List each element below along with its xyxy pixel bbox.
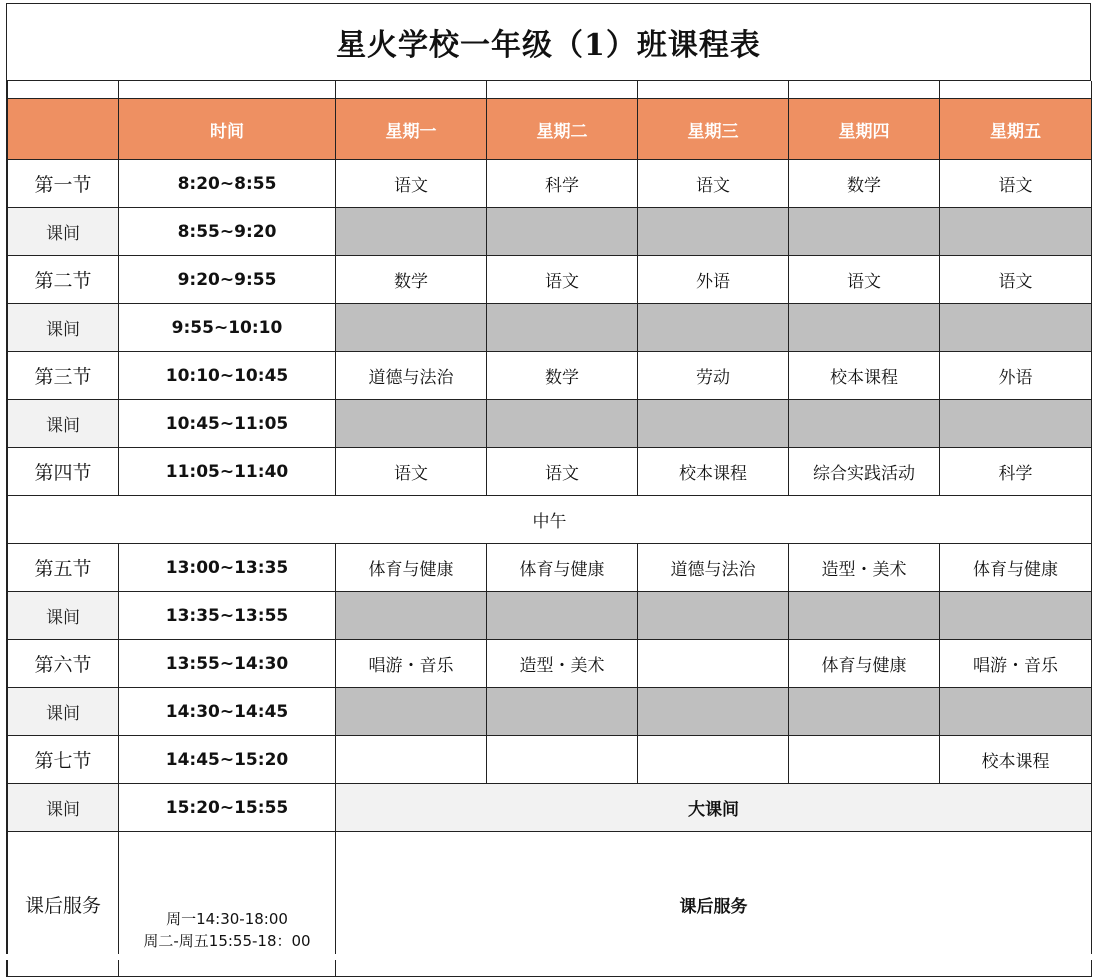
period-label-cell[interactable]: 第二节 bbox=[8, 256, 119, 304]
subject-cell[interactable]: 外语 bbox=[638, 256, 789, 304]
break-shaded-cell[interactable] bbox=[638, 400, 789, 448]
break-shaded-cell[interactable] bbox=[789, 688, 940, 736]
subject-cell[interactable]: 外语 bbox=[940, 352, 1092, 400]
break-shaded-cell[interactable] bbox=[336, 400, 487, 448]
time-cell[interactable]: 8:55~9:20 bbox=[119, 208, 336, 256]
break-shaded-cell[interactable] bbox=[789, 400, 940, 448]
subject-cell[interactable]: 语文 bbox=[638, 160, 789, 208]
subject-cell[interactable] bbox=[789, 736, 940, 784]
timetable-title: 星火学校一年级（1）班课程表 bbox=[7, 4, 1091, 81]
break-shaded-cell[interactable] bbox=[940, 208, 1092, 256]
break-shaded-cell[interactable] bbox=[336, 304, 487, 352]
subject-cell[interactable]: 唱游・音乐 bbox=[336, 640, 487, 688]
period-row bbox=[8, 448, 1092, 496]
period-row bbox=[8, 256, 1092, 304]
subject-cell[interactable]: 校本课程 bbox=[638, 448, 789, 496]
break-shaded-cell[interactable] bbox=[638, 592, 789, 640]
subject-cell[interactable]: 造型・美术 bbox=[487, 640, 638, 688]
time-cell[interactable]: 15:20~15:55 bbox=[119, 784, 336, 832]
header-day[interactable]: 星期一 bbox=[336, 99, 487, 160]
time-cell[interactable]: 8:20~8:55 bbox=[119, 160, 336, 208]
header-time[interactable]: 时间 bbox=[119, 99, 336, 160]
time-cell[interactable]: 11:05~11:40 bbox=[119, 448, 336, 496]
subject-cell[interactable]: 语文 bbox=[940, 160, 1092, 208]
break-shaded-cell[interactable] bbox=[940, 304, 1092, 352]
period-label-cell[interactable]: 第一节 bbox=[8, 160, 119, 208]
subject-cell[interactable]: 语文 bbox=[336, 160, 487, 208]
break-shaded-cell[interactable] bbox=[487, 688, 638, 736]
break-row bbox=[8, 304, 1092, 352]
subject-cell[interactable]: 唱游・音乐 bbox=[940, 640, 1092, 688]
break-shaded-cell[interactable] bbox=[789, 304, 940, 352]
break-shaded-cell[interactable] bbox=[487, 400, 638, 448]
period-row bbox=[8, 736, 1092, 784]
period-row bbox=[8, 640, 1092, 688]
period-label-cell[interactable]: 第五节 bbox=[8, 544, 119, 592]
break-shaded-cell[interactable] bbox=[940, 688, 1092, 736]
subject-cell[interactable]: 体育与健康 bbox=[940, 544, 1092, 592]
service-time-line: 周二-周五15:55-18：00 bbox=[143, 932, 311, 950]
period-row bbox=[8, 544, 1092, 592]
subject-cell[interactable]: 体育与健康 bbox=[336, 544, 487, 592]
subject-cell[interactable]: 科学 bbox=[940, 448, 1092, 496]
time-cell[interactable]: 9:20~9:55 bbox=[119, 256, 336, 304]
subject-cell[interactable] bbox=[336, 736, 487, 784]
noon-cell[interactable]: 中午 bbox=[8, 496, 1092, 544]
time-cell[interactable]: 14:30~14:45 bbox=[119, 688, 336, 736]
break-row bbox=[8, 592, 1092, 640]
subject-cell[interactable]: 语文 bbox=[487, 256, 638, 304]
break-shaded-cell[interactable] bbox=[336, 208, 487, 256]
time-cell[interactable]: 10:45~11:05 bbox=[119, 400, 336, 448]
sheet-bottom-edge bbox=[0, 954, 1096, 960]
time-cell[interactable]: 13:55~14:30 bbox=[119, 640, 336, 688]
time-cell[interactable]: 13:00~13:35 bbox=[119, 544, 336, 592]
period-label-cell[interactable]: 第七节 bbox=[8, 736, 119, 784]
break-row bbox=[8, 400, 1092, 448]
subject-cell[interactable] bbox=[638, 640, 789, 688]
timetable-grid bbox=[7, 81, 1092, 977]
break-label-cell[interactable]: 课间 bbox=[8, 400, 119, 448]
break-shaded-cell[interactable] bbox=[940, 400, 1092, 448]
subject-cell[interactable]: 数学 bbox=[336, 256, 487, 304]
subject-cell[interactable]: 综合实践活动 bbox=[789, 448, 940, 496]
spacer-row bbox=[8, 81, 1092, 99]
subject-cell[interactable]: 体育与健康 bbox=[789, 640, 940, 688]
subject-cell[interactable]: 体育与健康 bbox=[487, 544, 638, 592]
header-day[interactable]: 星期二 bbox=[487, 99, 638, 160]
timetable-sheet bbox=[6, 3, 1091, 977]
subject-cell[interactable]: 数学 bbox=[789, 160, 940, 208]
period-label-cell[interactable]: 第四节 bbox=[8, 448, 119, 496]
time-cell[interactable]: 9:55~10:10 bbox=[119, 304, 336, 352]
break-label-cell[interactable]: 课间 bbox=[8, 304, 119, 352]
service-label-cell[interactable]: 课后服务 bbox=[8, 832, 119, 977]
break-shaded-cell[interactable] bbox=[789, 208, 940, 256]
subject-cell[interactable]: 造型・美术 bbox=[789, 544, 940, 592]
service-main-cell[interactable]: 课后服务 bbox=[336, 832, 1092, 977]
break-shaded-cell[interactable] bbox=[638, 688, 789, 736]
break-shaded-cell[interactable] bbox=[940, 592, 1092, 640]
period-row bbox=[8, 352, 1092, 400]
period-label-cell[interactable]: 第三节 bbox=[8, 352, 119, 400]
period-label-cell[interactable]: 第六节 bbox=[8, 640, 119, 688]
subject-cell[interactable] bbox=[638, 736, 789, 784]
subject-cell[interactable] bbox=[487, 736, 638, 784]
break-row bbox=[8, 688, 1092, 736]
header-day[interactable]: 星期三 bbox=[638, 99, 789, 160]
break-shaded-cell[interactable] bbox=[487, 208, 638, 256]
break-shaded-cell[interactable] bbox=[487, 592, 638, 640]
break-row bbox=[8, 208, 1092, 256]
break-row bbox=[8, 784, 1092, 832]
subject-cell[interactable]: 语文 bbox=[940, 256, 1092, 304]
header-row bbox=[8, 99, 1092, 160]
break-shaded-cell[interactable] bbox=[638, 208, 789, 256]
time-cell[interactable]: 14:45~15:20 bbox=[119, 736, 336, 784]
break-shaded-cell[interactable] bbox=[789, 592, 940, 640]
break-shaded-cell[interactable] bbox=[336, 592, 487, 640]
subject-cell[interactable]: 校本课程 bbox=[940, 736, 1092, 784]
period-row bbox=[8, 160, 1092, 208]
header-day[interactable]: 星期四 bbox=[789, 99, 940, 160]
subject-cell[interactable]: 语文 bbox=[789, 256, 940, 304]
break-label-cell[interactable]: 课间 bbox=[8, 208, 119, 256]
subject-cell[interactable]: 校本课程 bbox=[789, 352, 940, 400]
subject-cell[interactable]: 劳动 bbox=[638, 352, 789, 400]
subject-cell[interactable]: 语文 bbox=[336, 448, 487, 496]
big-break-cell[interactable]: 大课间 bbox=[336, 784, 1092, 832]
break-label-cell[interactable]: 课间 bbox=[8, 784, 119, 832]
subject-cell[interactable]: 道德与法治 bbox=[638, 544, 789, 592]
subject-cell[interactable]: 语文 bbox=[487, 448, 638, 496]
break-shaded-cell[interactable] bbox=[638, 304, 789, 352]
subject-cell[interactable]: 数学 bbox=[487, 352, 638, 400]
break-shaded-cell[interactable] bbox=[336, 688, 487, 736]
noon-row bbox=[8, 496, 1092, 544]
break-label-cell[interactable]: 课间 bbox=[8, 688, 119, 736]
time-cell[interactable]: 10:10~10:45 bbox=[119, 352, 336, 400]
time-cell[interactable]: 13:35~13:55 bbox=[119, 592, 336, 640]
subject-cell[interactable]: 道德与法治 bbox=[336, 352, 487, 400]
break-shaded-cell[interactable] bbox=[487, 304, 638, 352]
subject-cell[interactable]: 科学 bbox=[487, 160, 638, 208]
break-label-cell[interactable]: 课间 bbox=[8, 592, 119, 640]
service-time-line: 周一14:30-18:00 bbox=[166, 910, 288, 928]
header-day[interactable]: 星期五 bbox=[940, 99, 1092, 160]
header-corner-cell[interactable] bbox=[8, 99, 119, 160]
